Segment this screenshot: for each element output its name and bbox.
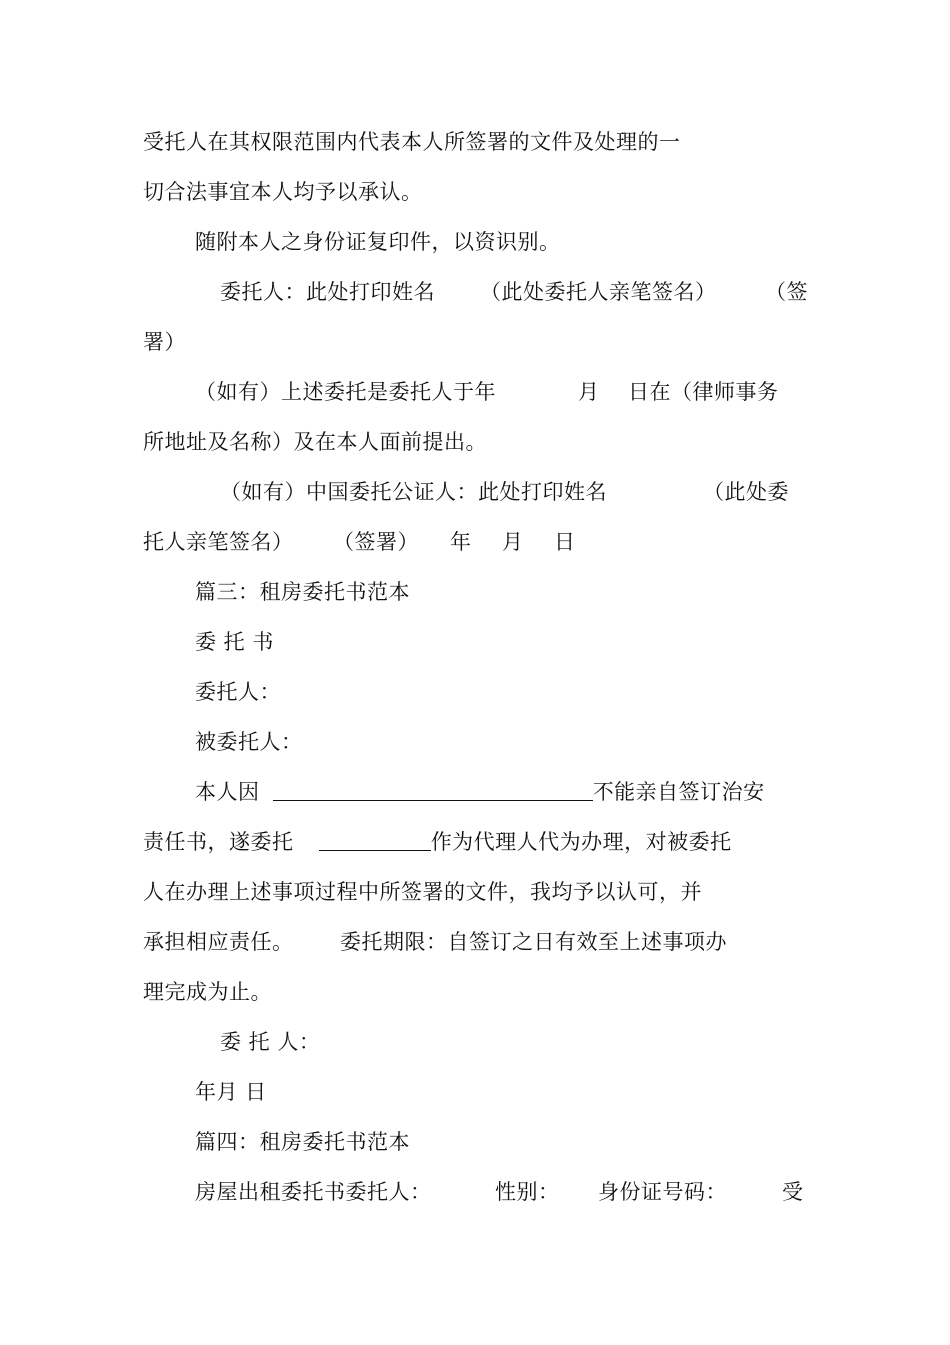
- entrustment-date-text: （如有）上述委托是委托人于年: [195, 380, 496, 404]
- day-label: 日: [554, 530, 576, 554]
- reason-prefix: 本人因: [195, 780, 260, 804]
- principal-label: 委托人：: [195, 680, 281, 704]
- paragraph-line-16: 人在办理上述事项过程中所签署的文件，我均予以认可，并: [143, 880, 702, 904]
- lease-principal-label: 房屋出租委托书委托人：: [195, 1180, 432, 1204]
- appoint-suffix: 作为代理人代为办理，对被委托: [430, 830, 732, 854]
- month-label-2: 月: [502, 530, 524, 554]
- sign-label-start: （签: [765, 280, 808, 304]
- paragraph-line-3: 随附本人之身份证复印件，以资识别。: [195, 230, 561, 254]
- reason-suffix: 不能亲自签订治安: [592, 780, 765, 804]
- signatory-label: 委 托 人：: [220, 1030, 321, 1054]
- paragraph-line-2: 切合法事宜本人均予以承认。: [143, 180, 423, 204]
- reason-line: [195, 778, 765, 806]
- notary-signature-note-start: （此处委: [703, 480, 789, 504]
- trailing-character: 受: [782, 1180, 804, 1204]
- principal-signature-note: （此处委托人亲笔签名）: [480, 280, 717, 304]
- day-location-text: 日在（律师事务: [628, 380, 779, 404]
- term-text: 委托期限：自签订之日有效至上述事项办: [340, 930, 727, 954]
- document-title: 委 托 书: [195, 630, 274, 654]
- paragraph-line-18: 理完成为止。: [143, 980, 272, 1004]
- notary-sign-label: （签署）: [333, 530, 419, 554]
- year-label: 年: [450, 530, 472, 554]
- responsibility-text: 承担相应责任。: [143, 930, 294, 954]
- section-heading-3: 篇三：租房委托书范本: [195, 580, 410, 604]
- appoint-prefix: 责任书，遂委托: [143, 830, 294, 854]
- sign-label-end: 署）: [143, 330, 186, 354]
- id-number-label: 身份证号码：: [598, 1180, 727, 1204]
- agent-appoint-line: [143, 828, 732, 856]
- section-heading-4: 篇四：租房委托书范本: [195, 1130, 410, 1154]
- principal-name-label: 委托人：此处打印姓名: [220, 280, 435, 304]
- paragraph-line-1: 受托人在其权限范围内代表本人所签署的文件及处理的一: [143, 130, 681, 154]
- paragraph-line-7: 所地址及名称）及在本人面前提出。: [143, 430, 487, 454]
- reason-blank-field[interactable]: [273, 780, 593, 801]
- notary-signature-note-end: 托人亲笔签名）: [143, 530, 294, 554]
- notary-name-label: （如有）中国委托公证人：此处打印姓名: [220, 480, 607, 504]
- agent-name-blank-field[interactable]: [319, 830, 431, 851]
- month-label: 月: [578, 380, 600, 404]
- agent-label: 被委托人：: [195, 730, 303, 754]
- gender-label: 性别：: [495, 1180, 560, 1204]
- date-label: 年月 日: [195, 1080, 267, 1104]
